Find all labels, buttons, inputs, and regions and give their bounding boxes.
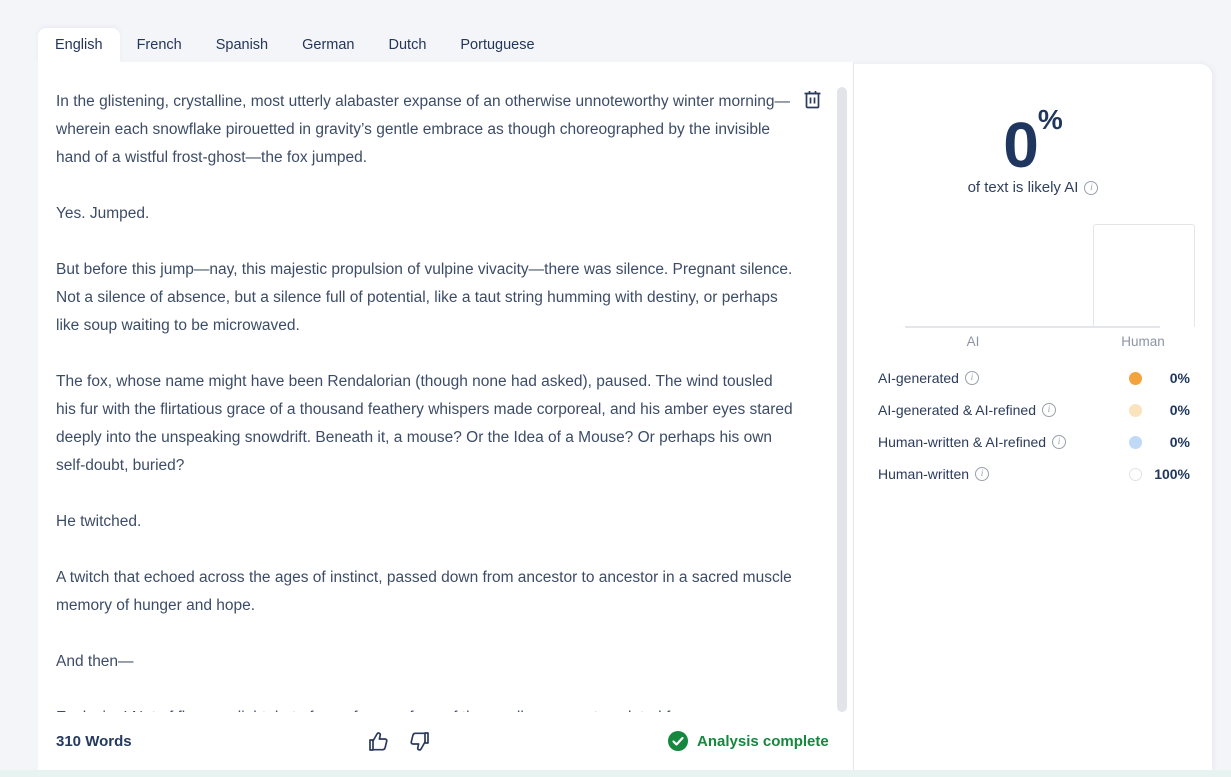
legend-value: 0% (1169, 434, 1190, 450)
score-caption-text: of text is likely AI (967, 179, 1079, 196)
thumbs-down-button[interactable] (408, 729, 432, 753)
score-value: 0 (1003, 109, 1038, 181)
score-unit: % (1037, 104, 1063, 135)
chart-baseline (905, 326, 1160, 328)
legend-dot-blue (1129, 436, 1142, 449)
tab-dutch[interactable]: Dutch (388, 37, 427, 53)
info-icon[interactable]: i (1052, 435, 1066, 449)
legend-label-text: Human-written & AI-refined (878, 434, 1047, 450)
paragraph: Yes. Jumped. (56, 205, 150, 222)
editor-content (38, 62, 853, 732)
editor-footer (38, 712, 853, 770)
legend-value: 0% (1169, 402, 1190, 418)
legend-dot-orange (1129, 372, 1142, 385)
ai-score (854, 104, 1212, 182)
thumbs-up-icon (367, 731, 389, 752)
legend-row-ai-generated (878, 362, 1190, 394)
paragraph: But before this jump—nay, this majestic propulsion of vulpine vivacity—there was silence. Pregnant silence. Not a silence of absence, but a silence full of potential, like a taut string humming with destiny, or perhaps like soup waiting to be microwaved. (56, 261, 793, 334)
thumbs-down-icon (409, 731, 431, 752)
result-legend (878, 362, 1190, 490)
feedback-buttons (366, 729, 432, 753)
info-icon[interactable]: i (965, 371, 979, 385)
legend-label-text: AI-generated & AI-refined (878, 402, 1036, 418)
legend-value: 100% (1154, 466, 1190, 482)
editor-card (38, 62, 853, 770)
legend-label-text: Human-written (878, 466, 970, 482)
check-circle-icon (668, 731, 688, 751)
info-icon[interactable]: i (1084, 181, 1098, 195)
bar-human (1093, 224, 1195, 327)
chart-label-human: Human (1121, 334, 1165, 349)
chart-label-ai: AI (966, 334, 980, 349)
tab-german[interactable]: German (302, 37, 355, 53)
legend-row-human-ai-refined (878, 426, 1190, 458)
legend-label-text: AI-generated (878, 370, 959, 386)
legend-row-ai-refined (878, 394, 1190, 426)
bottom-strip (0, 770, 1231, 777)
legend-label (878, 434, 1066, 450)
thumbs-up-button[interactable] (366, 729, 390, 753)
legend-value: 0% (1169, 370, 1190, 386)
legend-label (878, 370, 979, 386)
info-icon[interactable]: i (1042, 403, 1056, 417)
ai-human-bar-chart (905, 225, 1160, 328)
editor-text-area[interactable] (38, 62, 853, 712)
delete-text-button[interactable] (801, 88, 823, 110)
paragraph: And then— (56, 653, 134, 670)
paragraph: He twitched. (56, 513, 142, 530)
paragraph: The fox, whose name might have been Rendalorian (though none had asked), paused. The wind tousled his fur with the flirtatious grace of a thousand feathery whispers made corporeal, and his amber eyes stared deeply into the unspeaking snowdrift. Beneath it, a mouse? Or the Idea of a Mouse? Or perhaps his own self-doubt, buried? (56, 373, 793, 474)
tab-english[interactable]: English (38, 28, 120, 62)
score-caption (854, 179, 1212, 196)
legend-label (878, 402, 1056, 418)
language-tabbar (38, 28, 552, 62)
word-count: 310 Words (56, 732, 132, 750)
tab-french[interactable]: French (136, 37, 182, 53)
status-text: Analysis complete (697, 732, 829, 750)
paragraph: A twitch that echoed across the ages of instinct, passed down from ancestor to ancestor in a sacred muscle memory of hunger and hope. (56, 569, 792, 614)
editor-scrollbar[interactable] (837, 87, 847, 712)
tab-spanish[interactable]: Spanish (215, 37, 269, 53)
analysis-status (668, 731, 829, 751)
legend-dot-peach (1129, 404, 1142, 417)
legend-dot-white (1129, 468, 1142, 481)
trash-icon (804, 90, 821, 109)
tab-portuguese[interactable]: Portuguese (460, 37, 535, 53)
info-icon[interactable]: i (975, 467, 989, 481)
paragraph: In the glistening, crystalline, most utterly alabaster expanse of an otherwise unnoteworthy winter morning—wherein each snowflake pirouetted in gravity’s gentle embrace as though choreographed by the invisible hand of a wistful frost-ghost—the fox jumped. (56, 93, 791, 166)
legend-label (878, 466, 989, 482)
legend-row-human-written (878, 458, 1190, 490)
results-panel (854, 64, 1212, 770)
